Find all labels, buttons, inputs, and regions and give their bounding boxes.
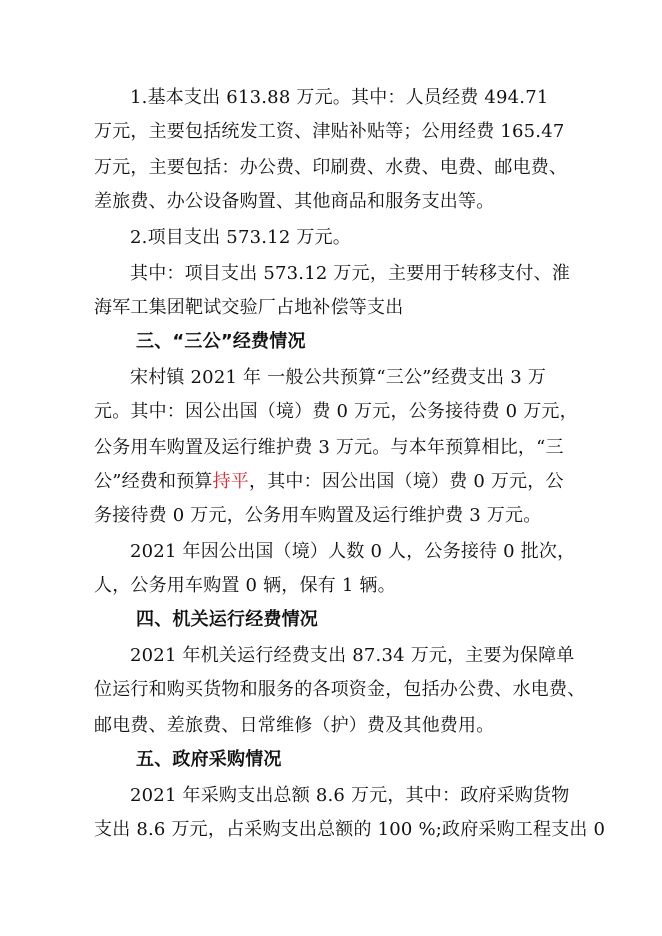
- paragraph-basic-expenditure-line-4: 差旅费、办公设备购置、其他商品和服务支出等。: [94, 191, 495, 212]
- paragraph-operations-line-1: 2021 年机关运行经费支出 87.34 万元，主要为保障单: [130, 645, 575, 666]
- paragraph-procurement-line-1: 2021 年采购支出总额 8.6 万元，其中：政府采购货物: [130, 785, 570, 806]
- section-heading-procurement: 五、政府采购情况: [136, 749, 282, 770]
- paragraph-three-public-line-3: 公务用车购置及运行维护费 3 万元。与本年预算相比，“三: [94, 437, 564, 458]
- paragraph-three-public-line-4: [94, 470, 564, 494]
- paragraph-personnel-line-2: 人，公务用车购置 0 辆，保有 1 辆。: [94, 575, 396, 596]
- section-heading-operations: 四、机关运行经费情况: [136, 609, 318, 630]
- paragraph-operations-line-3: 邮电费、差旅费、日常维修（护）费及其他费用。: [94, 715, 495, 736]
- line-4-before: 公”经费和预算: [94, 471, 213, 492]
- line-4-after: ，其中：因公出国（境）费 0 万元，公: [249, 471, 564, 492]
- paragraph-basic-expenditure-line-3: 万元，主要包括：办公费、印刷费、水费、电费、邮电费、: [94, 157, 568, 178]
- paragraph-procurement-line-2: 支出 8.6 万元，占采购支出总额的 100 %;政府采购工程支出 0: [94, 819, 606, 840]
- section-heading-three-public: 三、“三公”经费情况: [136, 331, 306, 352]
- paragraph-three-public-line-2: 元。其中：因公出国（境）费 0 万元，公务接待费 0 万元，: [94, 401, 578, 422]
- paragraph-operations-line-2: 位运行和购买货物和服务的各项资金，包括办公费、水电费、: [94, 679, 586, 700]
- highlight-flat-text: 持平: [212, 471, 250, 492]
- paragraph-personnel-line-1: 2021 年因公出国（境）人数 0 人，公务接待 0 批次，: [130, 541, 576, 562]
- paragraph-project-detail-line-2: 海军工集团靶试交验厂占地补偿等支出: [94, 297, 404, 318]
- paragraph-three-public-line-1: 宋村镇 2021 年 一般公共预算“三公”经费支出 3 万: [130, 367, 547, 388]
- paragraph-basic-expenditure-line-2: 万元，主要包括统发工资、津贴补贴等；公用经费 165.47: [94, 121, 565, 142]
- paragraph-basic-expenditure-line-1: 1.基本支出 613.88 万元。其中：人员经费 494.71: [130, 87, 549, 108]
- paragraph-project-expenditure: 2.项目支出 573.12 万元。: [130, 227, 351, 248]
- paragraph-project-detail-line-1: 其中：项目支出 573.12 万元，主要用于转移支付、淮: [130, 263, 571, 284]
- paragraph-three-public-line-5: 务接待费 0 万元，公务用车购置及运行维护费 3 万元。: [94, 505, 542, 526]
